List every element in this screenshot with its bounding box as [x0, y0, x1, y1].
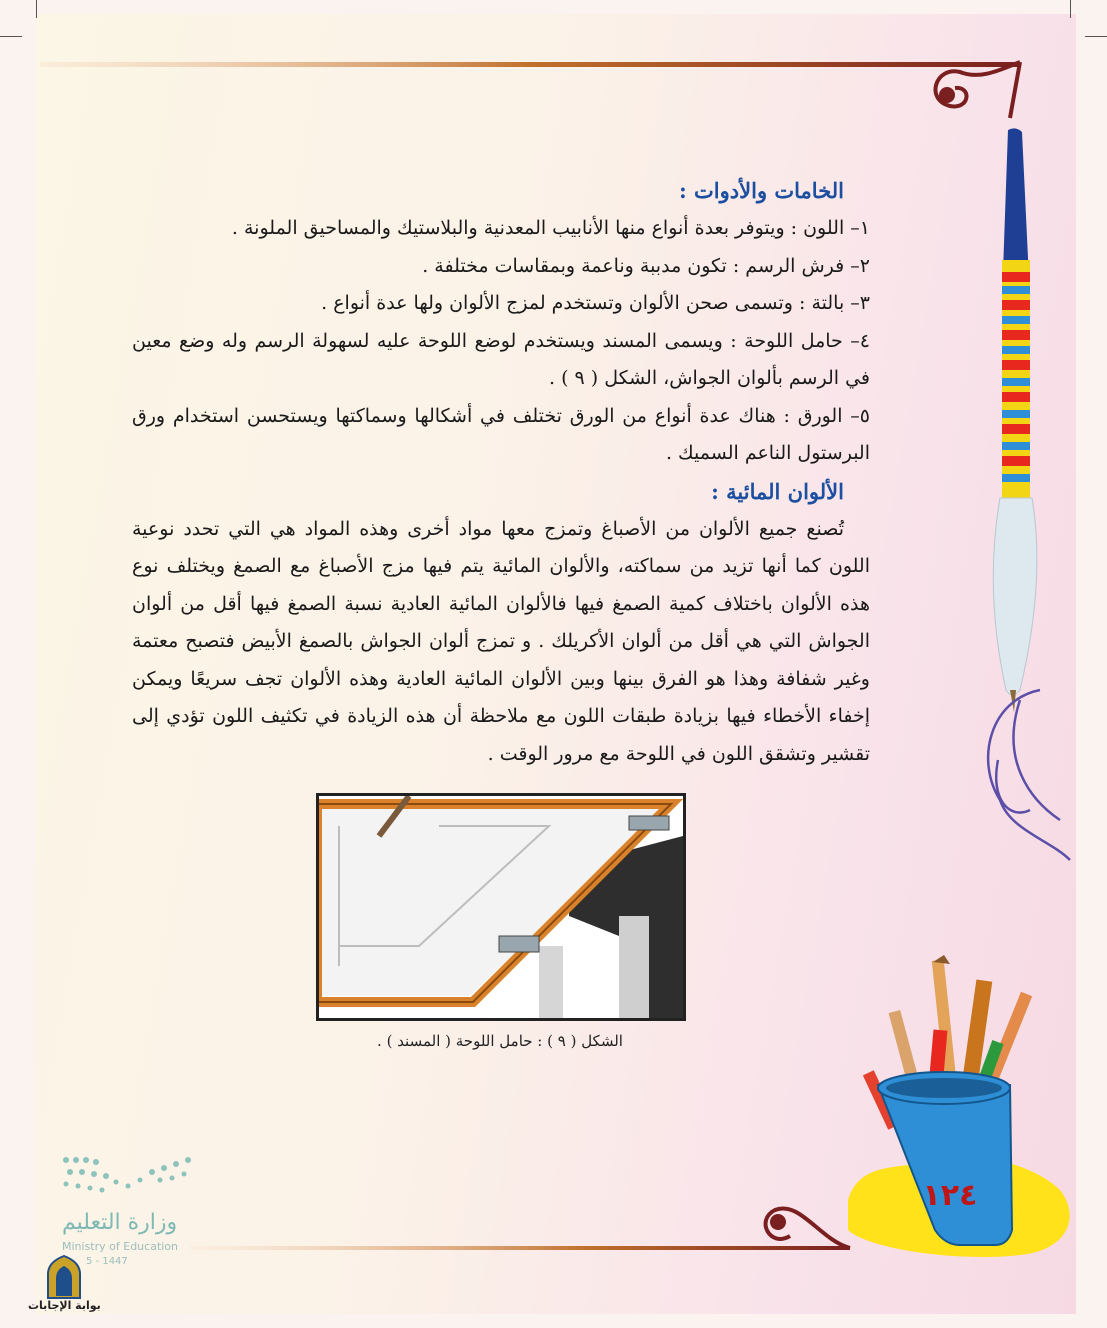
- easel-board-icon: [319, 796, 683, 1018]
- scroll-dot: [939, 87, 955, 103]
- paint-swirl: [988, 690, 1070, 860]
- top-border: [40, 62, 1020, 67]
- watercolors-heading: الألوان المائية :: [711, 478, 844, 504]
- ministry-name-ar: وزارة التعليم: [62, 1210, 178, 1235]
- materials-item-brushes: ٢– فرش الرسم : تكون مدببة وناعمة وبمقاسات مختلفة .: [422, 254, 870, 277]
- materials-item-color: ١– اللون : ويتوفر بعدة أنواع منها الأنابيب المعدنية والبلاستيك والمساحيق الملونة .: [231, 217, 870, 239]
- materials-heading: الخامات والأدوات :: [678, 178, 844, 203]
- portal-name: بوابة الإجابات: [28, 1299, 101, 1312]
- materials-item-paper: ٥– الورق : هناك عدة أنواع من الورق تختلف في أشكالها وسماكتها ويستحسن استخدام ورق البرستول الناعم السميك .: [132, 404, 870, 464]
- figure-caption: الشكل ( ٩ ) : حامل اللوحة ( المسند ) .: [377, 1032, 623, 1050]
- bottom-border: [190, 1246, 850, 1250]
- materials-item-palette: ٣– بالتة : وتسمى صحن الألوان وتستخدم لمزج الألوان ولها عدة أنواع .: [321, 292, 870, 314]
- ministry-name-en: Ministry of Education: [62, 1240, 179, 1253]
- ministry-year: 5 - 1447: [86, 1256, 128, 1267]
- page-number: ١٢٤: [922, 1178, 978, 1213]
- paintbrush-icon: [993, 128, 1037, 712]
- scroll-dot: [770, 1214, 786, 1230]
- watercolors-paragraph: تُصنع جميع الألوان من الأصباغ وتمزج معها مواد أخرى وهذه المواد هي التي تحدد نوعية اللون كما أنها تزيد من سماكته، والألوان المائية يتم فيها مزج الأصباغ مع الصمغ ويختلف نوع هذه الألوان باختلاف كمية الصمغ فيها فالألوان المائية العادية نسبة الصمغ فيها أقل من ألوان الجواش التي هي أقل من ألوان الأكريلك . و تمزج ألوان الجواش بالصمغ الأبيض فتصبح معتمة وغير شفافة وهذا هو الفرق بينها وبين الألوان المائية العادية وهذه الألوان تجف سريعًا ويمكن إخفاء الأخطاء فيها بزيادة طبقات اللون مع ملاحظة أن هذه الزيادة في تكثيف اللون تؤدي إلى تقشير وتشقق اللون في اللوحة مع مرور الوقت .: [132, 517, 870, 765]
- materials-item-easel: ٤– حامل اللوحة : ويسمى المسند ويستخدم لوضع اللوحة عليه لسهولة الرسم وله وضع معين في الرسم بألوان الجواش، الشكل ( ٩ ) .: [132, 329, 870, 389]
- ministry-logo-icon: [63, 1157, 191, 1193]
- lesson-text: [132, 172, 870, 773]
- figure-easel: [316, 793, 686, 1021]
- portal-logo-icon: [48, 1256, 80, 1298]
